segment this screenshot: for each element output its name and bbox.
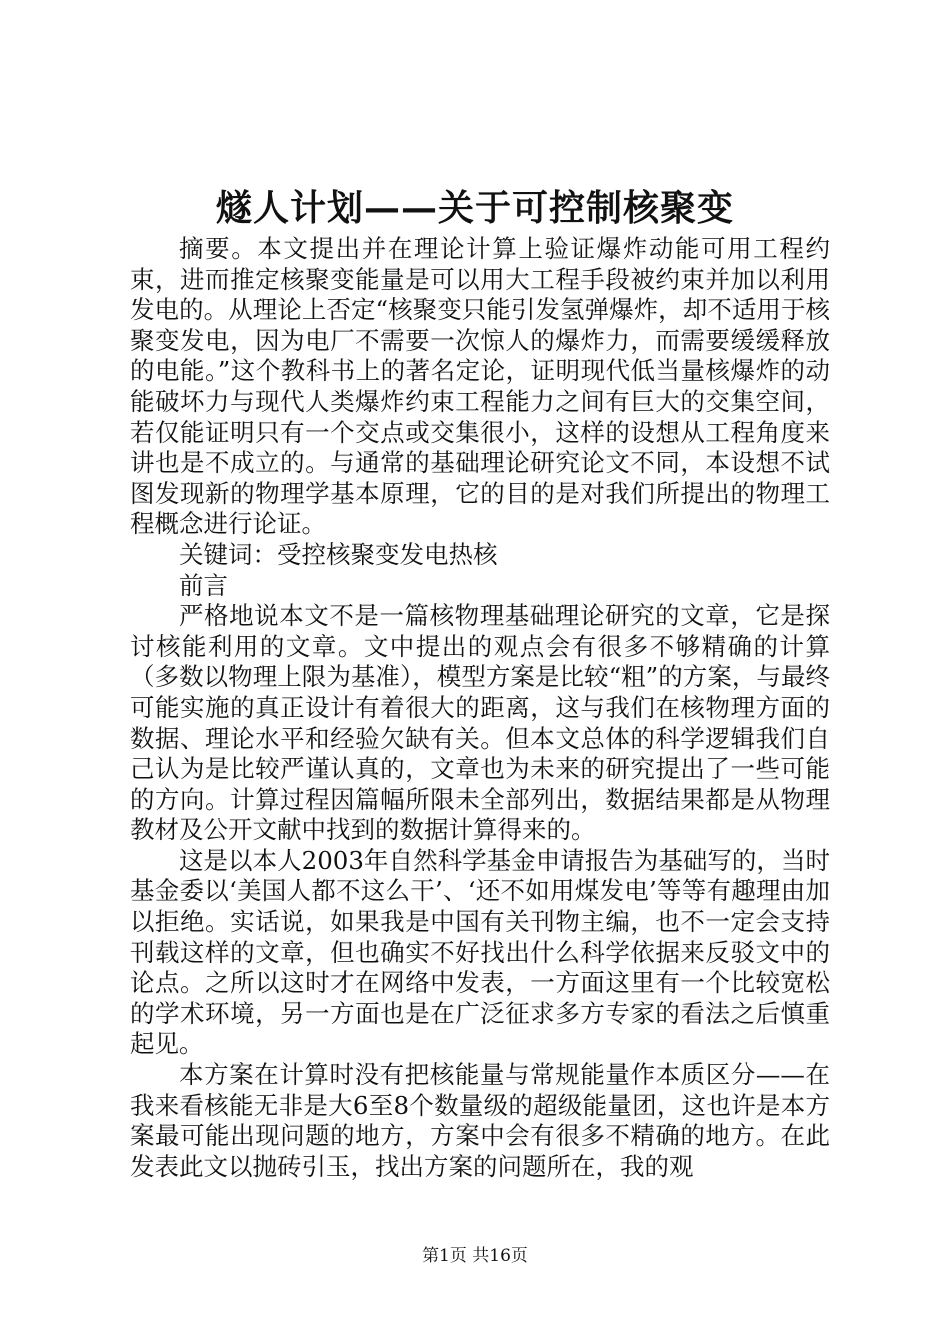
keywords-line: 关键词：受控核聚变发电热核 (179, 539, 498, 569)
document-body (130, 234, 830, 1182)
section-heading-preface: 前言 (179, 570, 228, 600)
page-number-footer: 第1页 共16页 (422, 1246, 528, 1266)
abstract-paragraph: 摘要。本文提出并在理论计算上验证爆炸动能可用工程约束，进而推定核聚变能量是可以用大工程手段被约束并加以利用发电的。从理论上否定“核聚变只能引发氢弹爆炸，却不适用于核聚变发电，因为电厂不需要一次惊人的爆炸力，而需要缓缓释放的电能。”这个教科书上的著名定论，证明现代低当量核爆炸的动能破坏力与现代人类爆炸约束工程能力之间有巨大的交集空间，若仅能证明只有一个交点或交集很小，这样的设想从工程角度来讲也是不成立的。与通常的基础理论研究论文不同，本设想不试图发现新的物理学基本原理，它的目的是对我们所提出的物理工程概念进行论证。 (130, 234, 830, 539)
body-paragraph: 严格地说本文不是一篇核物理基础理论研究的文章，它是探讨核能利用的文章。文中提出的观点会有很多不够精确的计算（多数以物理上限为基准），模型方案是比较“粗”的方案，与最终可能实施的真正设计有着很大的距离，这与我们在核物理方面的数据、理论水平和经验欠缺有关。但本文总体的科学逻辑我们自己认为是比较严谨认真的，文章也为未来的研究提出了一些可能的方向。计算过程因篇幅所限未全部列出，数据结果都是从物理教材及公开文献中找到的数据计算得来的。 (130, 601, 830, 845)
page-title: 燧人计划——关于可控制核聚变 (215, 187, 734, 229)
body-paragraph: 这是以本人2003年自然科学基金申请报告为基础写的，当时基金委以‘美国人都不这么干’、‘还不如用煤发电’等等有趣理由加以拒绝。实话说，如果我是中国有关刊物主编，也不一定会支持刊载这样的文章，但也确实不好找出什么科学依据来反驳文中的论点。之所以这时才在网络中发表，一方面这里有一个比较宽松的学术环境，另一方面也是在广泛征求多方专家的看法之后慎重起见。 (130, 845, 830, 1059)
body-paragraph: 本方案在计算时没有把核能量与常规能量作本质区分——在我来看核能无非是大6至8个数量级的超级能量团，这也许是本方案最可能出现问题的地方，方案中会有很多不精确的地方。在此发表此文以抛砖引玉，找出方案的问题所在，我的观 (130, 1060, 830, 1181)
